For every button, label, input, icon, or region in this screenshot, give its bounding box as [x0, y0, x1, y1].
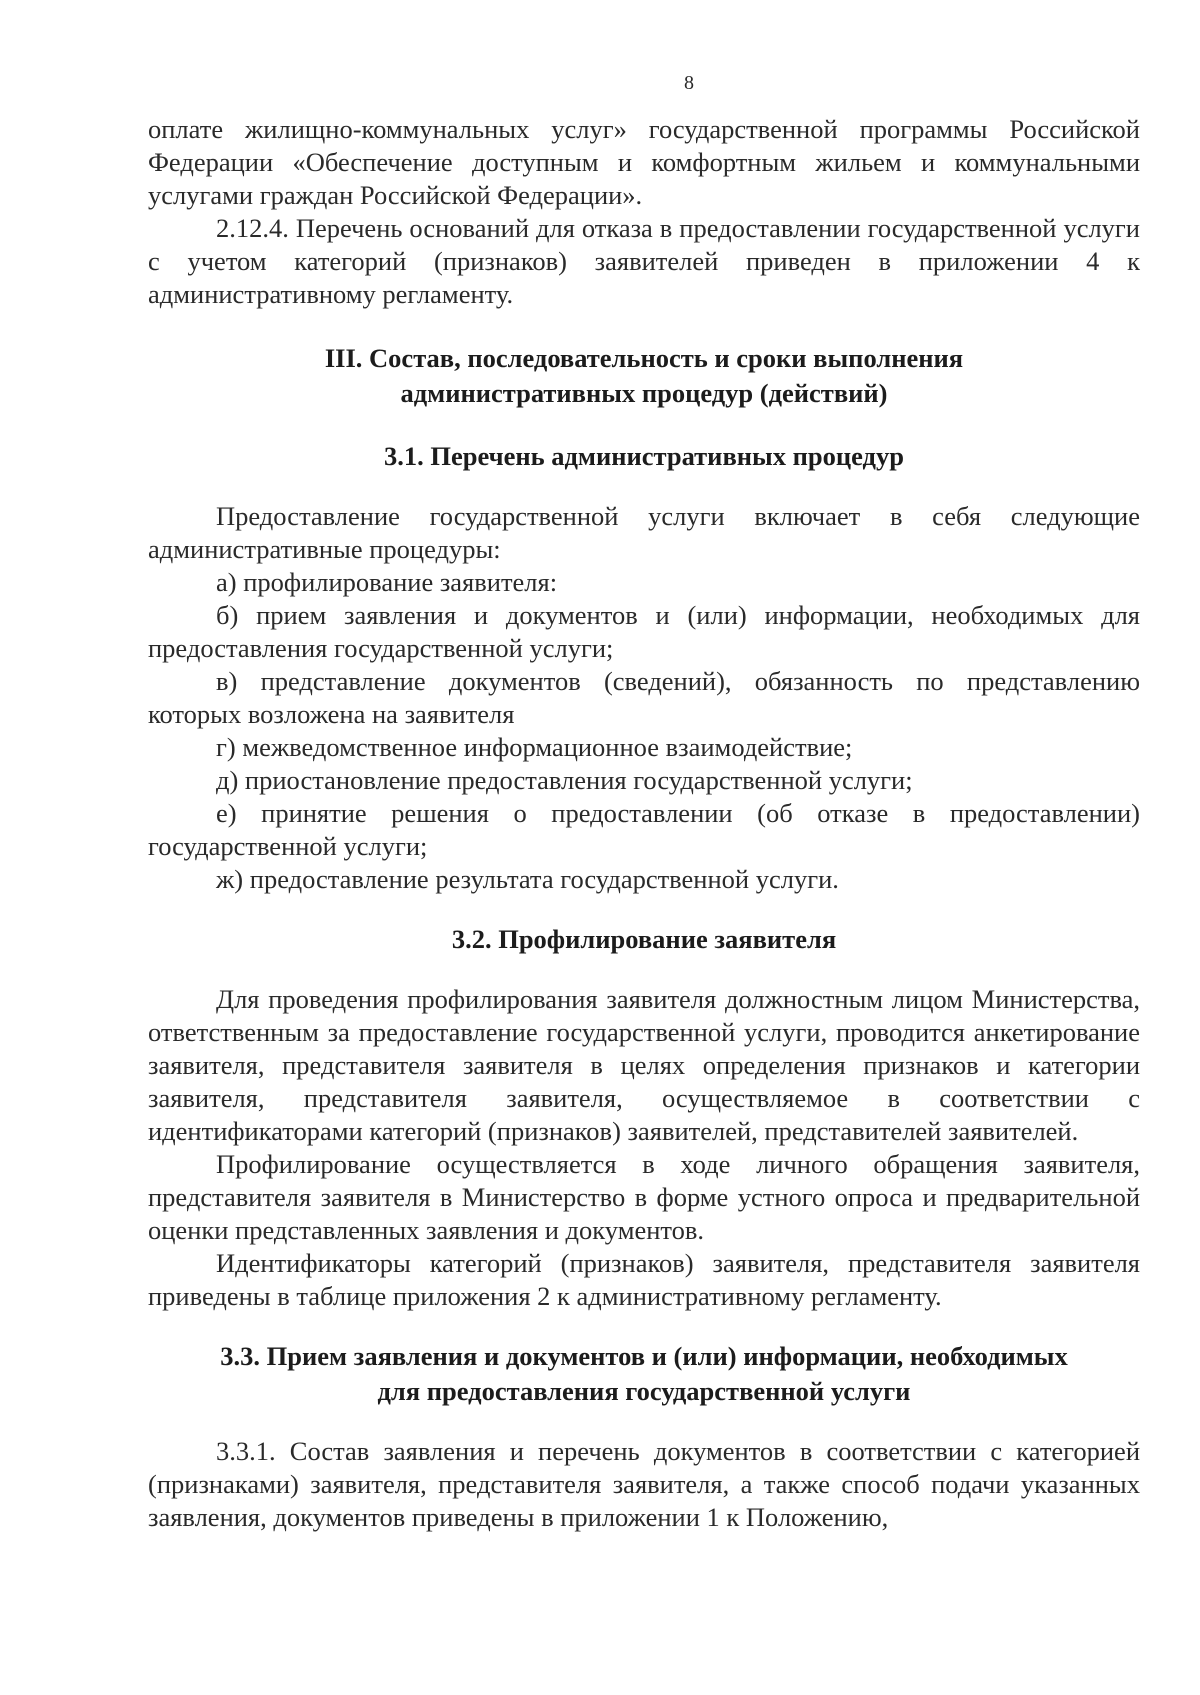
procedure-item-a: а) профилирование заявителя:: [216, 567, 558, 597]
procedure-item-zh: ж) предоставление результата государственной услуги.: [216, 864, 839, 894]
procedure-item-v: в) представление документов (сведений), обязанность по представлению которых возложена на заявителя: [148, 666, 1140, 729]
section-3-heading: [148, 341, 1140, 411]
procedure-item-e: е) принятие решения о предоставлении (об отказе в предоставлении) государственной услуги;: [148, 798, 1140, 861]
procedure-item-b: б) прием заявления и документов и (или) информации, необходимых для предоставления государственной услуги;: [148, 600, 1140, 663]
paragraph-3-3-1: 3.3.1. Состав заявления и перечень документов в соответствии с категорией (признаками) заявителя, представителя заявителя, а также способ подачи указанных заявления, документов приведены в приложении 1 к Положению,: [148, 1436, 1140, 1532]
page-number: 8: [684, 72, 694, 94]
section-3-3-heading: [148, 1339, 1140, 1409]
section-3-heading-line2: административных процедур (действий): [400, 378, 888, 408]
section-3-3-heading-line2: для предоставления государственной услуги: [377, 1376, 911, 1406]
section-3-2-paragraph: Идентификаторы категорий (признаков) заявителя, представителя заявителя приведены в таблице приложения 2 к административному регламенту.: [148, 1248, 1140, 1311]
section-3-2-paragraph: Для проведения профилирования заявителя должностным лицом Министерства, ответственным за предоставление государственной услуги, проводится анкетирование заявителя, представителя заявителя в целях определения признаков и категории заявителя, представителя заявителя, осуществляемое в соответствии с идентификаторами категорий (признаков) заявителей, представителей заявителей.: [148, 984, 1140, 1146]
procedure-item-d: д) приостановление предоставления государственной услуги;: [216, 765, 913, 795]
procedure-item-g: г) межведомственное информационное взаимодействие;: [216, 732, 853, 762]
section-3-1-heading: 3.1. Перечень административных процедур: [384, 441, 904, 471]
section-3-2-paragraph: Профилирование осуществляется в ходе личного обращения заявителя, представителя заявителя в Министерство в форме устного опроса и предварительной оценки представленных заявления и документов.: [148, 1149, 1140, 1245]
section-3-2-heading: 3.2. Профилирование заявителя: [451, 924, 837, 954]
section-3-heading-line1: III. Состав, последовательность и сроки выполнения: [324, 343, 964, 373]
section-3-1-lead: Предоставление государственной услуги включает в себя следующие административные процедуры:: [148, 501, 1140, 564]
section-3-3-heading-line1: 3.3. Прием заявления и документов и (или) информации, необходимых: [220, 1341, 1068, 1371]
paragraph-continuation: оплате жилищно-коммунальных услуг» государственной программы Российской Федерации «Обеспечение доступным и комфортным жильем и коммунальными услугами граждан Российской Федерации».: [148, 114, 1140, 210]
paragraph-2-12-4: 2.12.4. Перечень оснований для отказа в предоставлении государственной услуги с учетом категорий (признаков) заявителей приведен в приложении 4 к административному регламенту.: [148, 213, 1140, 309]
